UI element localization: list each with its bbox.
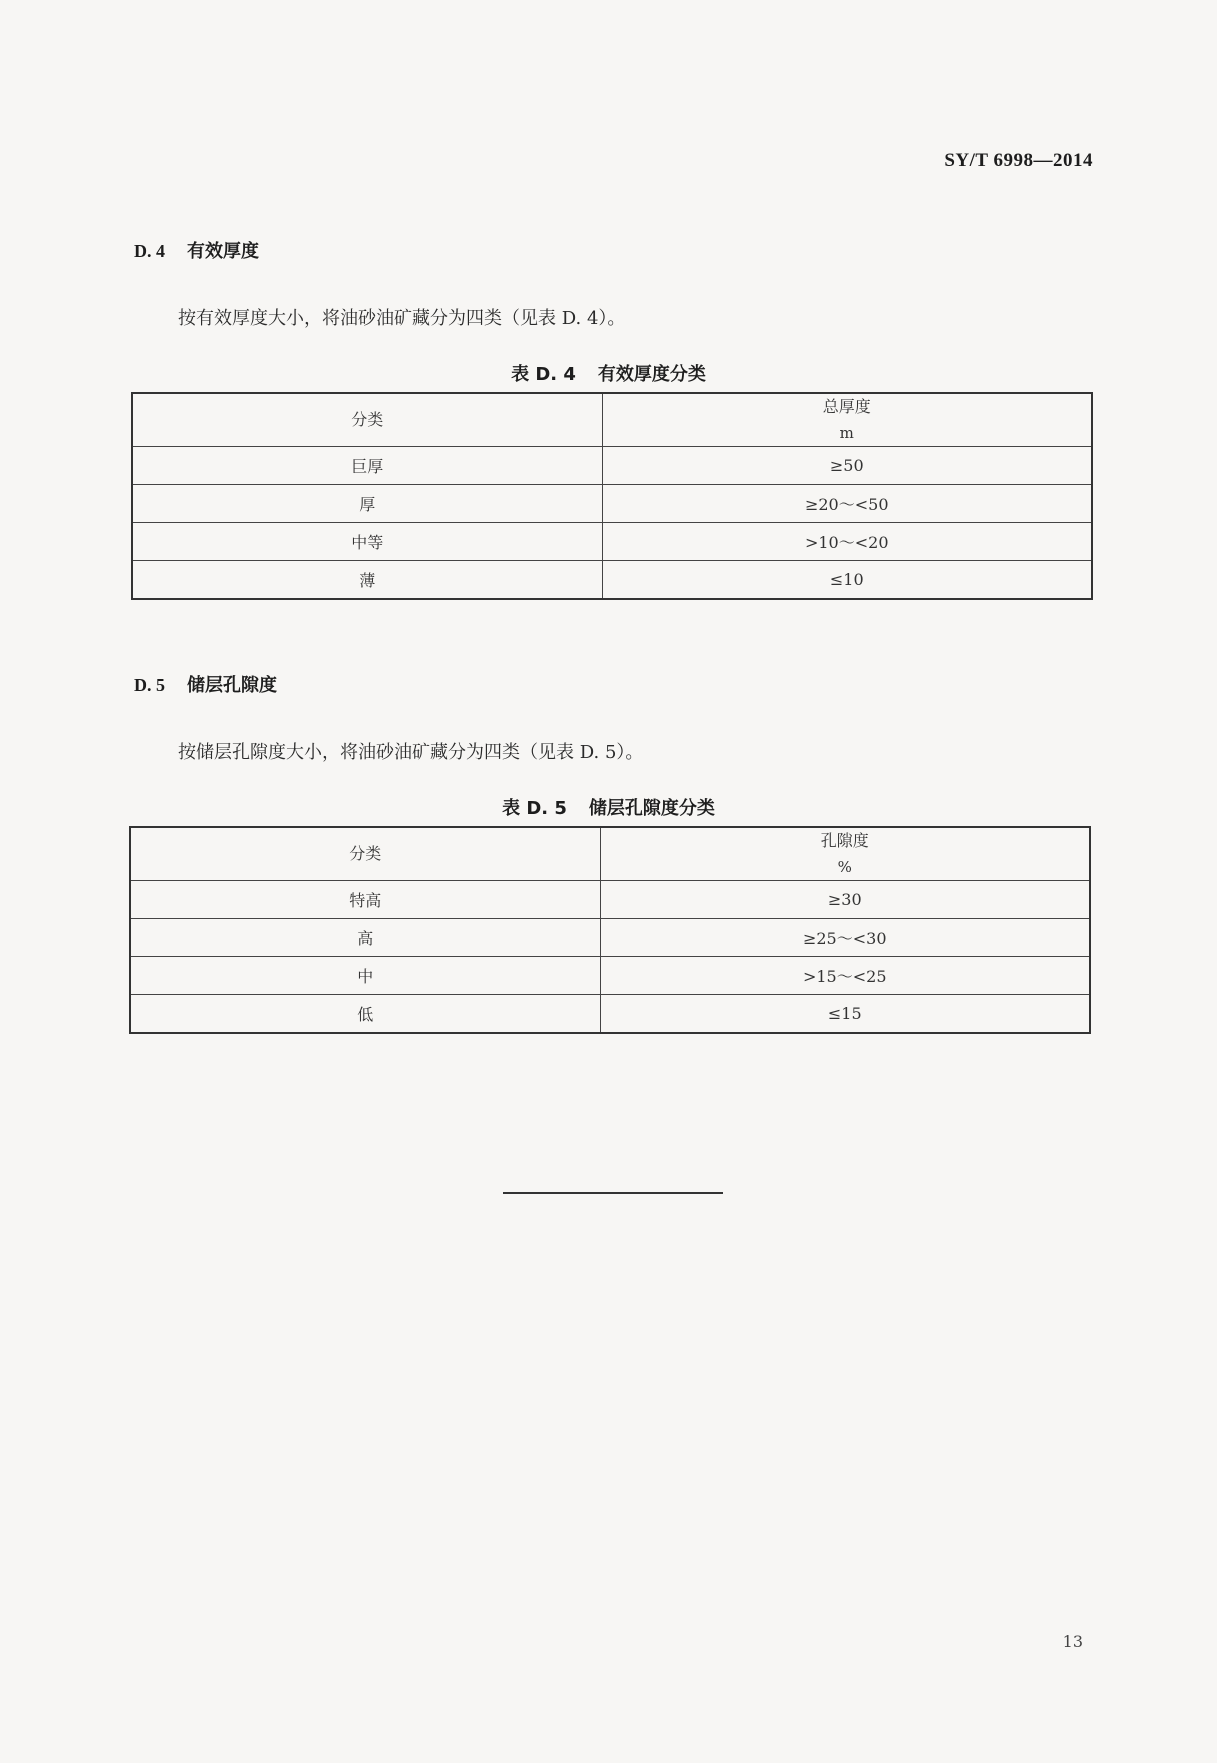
table-row [132, 561, 1092, 600]
table-header-row [132, 393, 1092, 447]
section-d5-title: 储层孔隙度 [187, 675, 277, 696]
section-d4-heading [134, 237, 259, 263]
table-cell-category: 厚 [132, 485, 602, 523]
section-d5-number: D. 5 [134, 675, 165, 695]
section-d4-title: 有效厚度 [187, 241, 259, 262]
table-d5-caption [0, 794, 1217, 820]
table-d5-caption-number: 表 D. 5 [502, 798, 567, 819]
table-cell-category: 高 [130, 919, 600, 957]
section-d5-heading [134, 671, 277, 697]
table-row [130, 957, 1090, 995]
table-row [132, 523, 1092, 561]
table-header-value-unit: % [837, 858, 852, 876]
table-cell-category: 薄 [132, 561, 602, 600]
table-header-value-unit: m [839, 424, 854, 442]
section-d5-paragraph: 按储层孔隙度大小，将油砂油矿藏分为四类（见表 D. 5）。 [178, 742, 644, 763]
table-d4-caption [0, 360, 1217, 386]
table-d5 [129, 826, 1091, 1034]
page-number: 13 [1062, 1632, 1083, 1651]
standard-code: SY/T 6998—2014 [944, 150, 1093, 171]
section-d4-paragraph: 按有效厚度大小，将油砂油矿藏分为四类（见表 D. 4）。 [178, 308, 626, 329]
table-header-category: 分类 [130, 827, 600, 881]
table-row [130, 995, 1090, 1034]
table-header-category: 分类 [132, 393, 602, 447]
section-d4-number: D. 4 [134, 241, 165, 261]
table-cell-category: 巨厚 [132, 447, 602, 485]
table-header-row [130, 827, 1090, 881]
table-row [130, 919, 1090, 957]
table-cell-value: >10～<20 [602, 523, 1092, 561]
table-cell-category: 低 [130, 995, 600, 1034]
table-row [130, 881, 1090, 919]
table-header-value-name: 总厚度 [822, 397, 871, 416]
table-header-value [602, 393, 1092, 447]
table-cell-value: ≤15 [600, 995, 1090, 1034]
table-header-value [600, 827, 1090, 881]
table-cell-category: 特高 [130, 881, 600, 919]
table-header-value-name: 孔隙度 [820, 831, 869, 850]
table-cell-category: 中 [130, 957, 600, 995]
table-cell-value: >15～<25 [600, 957, 1090, 995]
table-row [132, 485, 1092, 523]
table-d4-caption-title: 有效厚度分类 [597, 364, 706, 385]
table-cell-value: ≥30 [600, 881, 1090, 919]
table-cell-value: ≤10 [602, 561, 1092, 600]
table-row [132, 447, 1092, 485]
table-cell-value: ≥25～<30 [600, 919, 1090, 957]
table-d5-caption-title: 储层孔隙度分类 [588, 798, 715, 819]
table-cell-value: ≥50 [602, 447, 1092, 485]
end-of-document-rule [503, 1192, 723, 1194]
table-cell-category: 中等 [132, 523, 602, 561]
table-d4-caption-number: 表 D. 4 [511, 364, 576, 385]
table-cell-value: ≥20～<50 [602, 485, 1092, 523]
table-d4 [131, 392, 1093, 600]
